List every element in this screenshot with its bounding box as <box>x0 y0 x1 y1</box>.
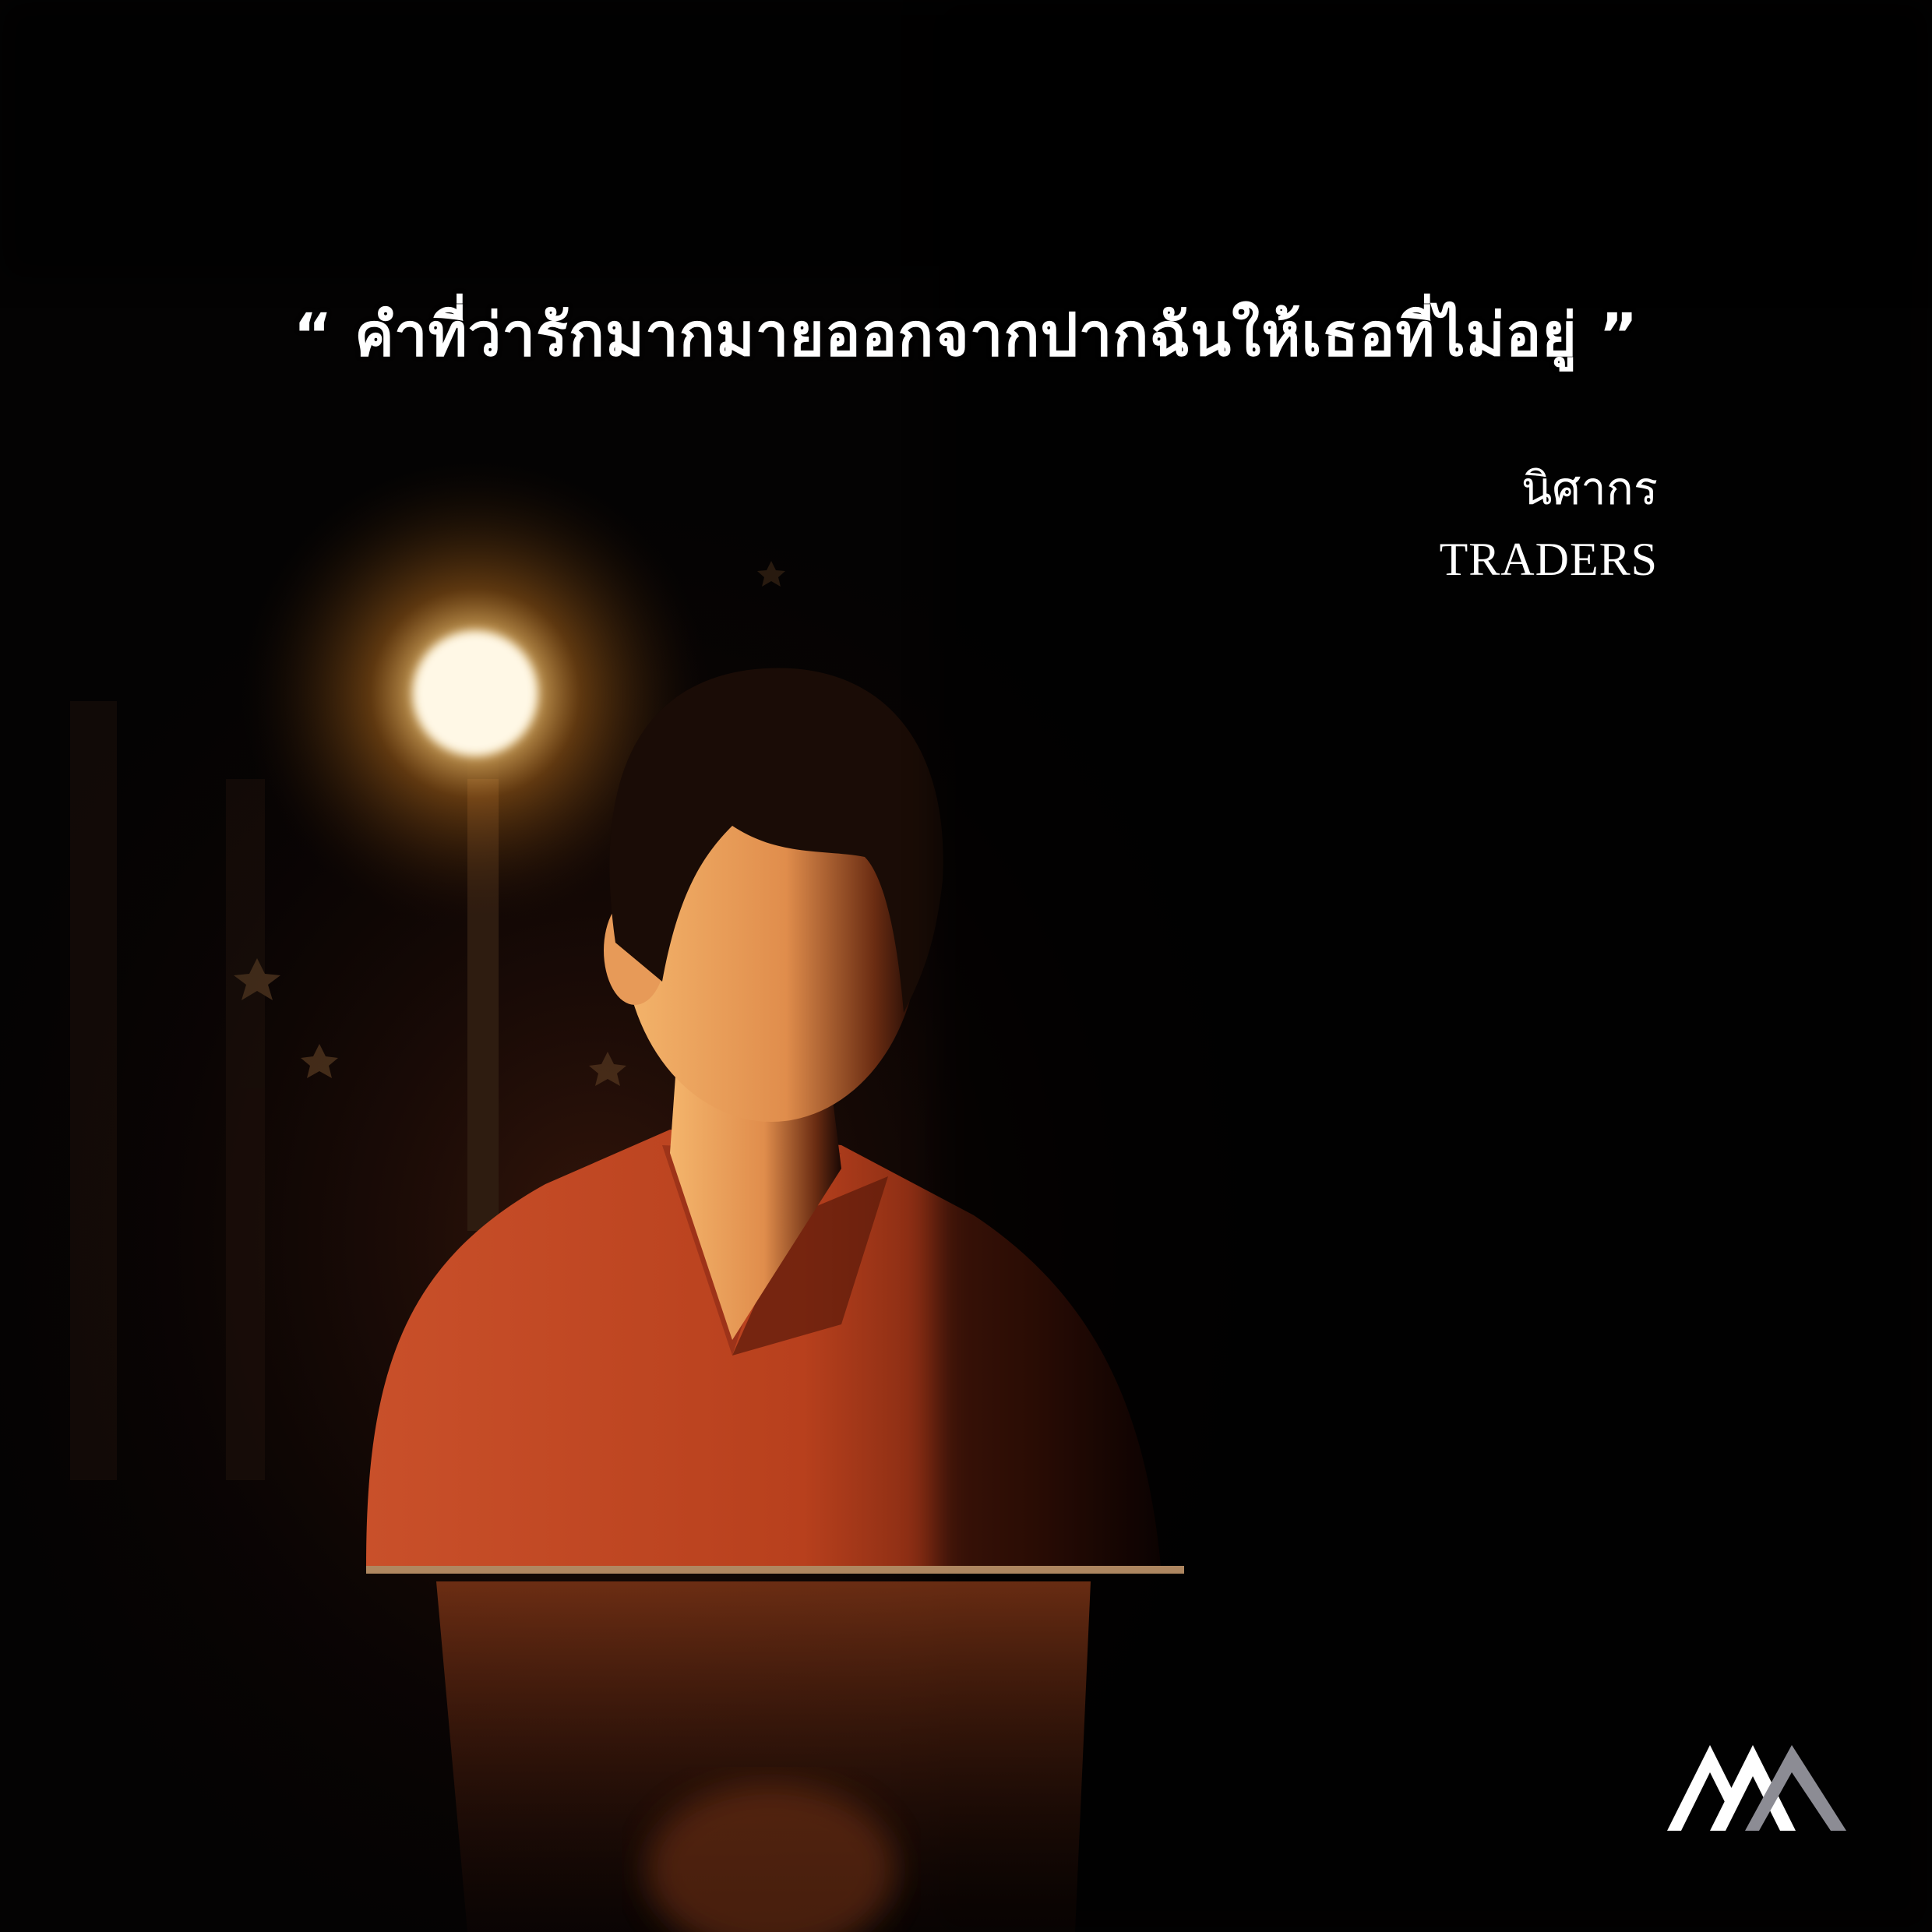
lyric-quote: “ คำที่ว่ารักมากมายออกจากปากฉันให้เธอที่ไม่อยู่ ” <box>293 300 1639 369</box>
amelia-label-logo <box>1667 1729 1854 1885</box>
artist-name: TRADERS <box>1439 534 1658 585</box>
logo-mark-icon <box>1667 1729 1854 1870</box>
song-title: นิศากร <box>1521 462 1658 515</box>
table-edge <box>366 1566 1184 1574</box>
